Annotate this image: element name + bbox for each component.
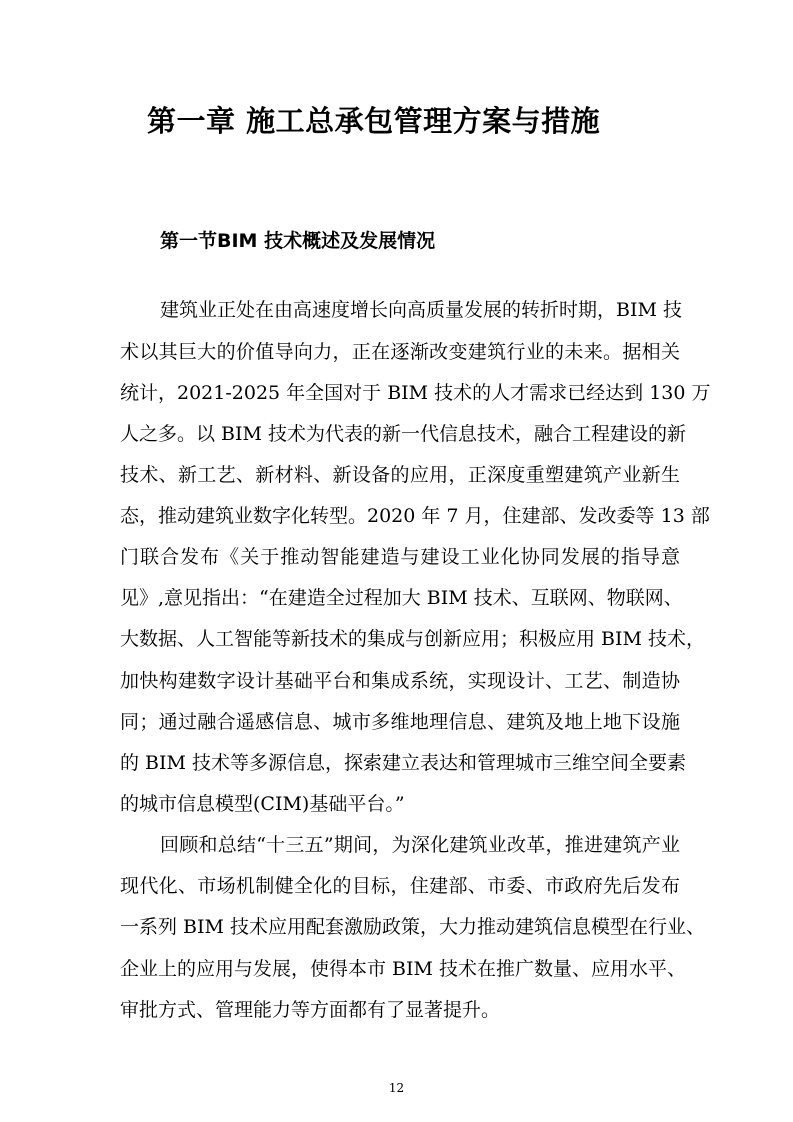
chapter-title: 第一章 施工总承包管理方案与措施 [147,104,601,138]
paragraph-1-line: 人之多。以 BIM 技术为代表的新一代信息技术，融合工程建设的新 [120,423,687,445]
paragraph-2-line: 现代化、市场机制健全化的目标，住建部、市委、市政府先后发布 [120,875,680,897]
paragraph-1-line: 大数据、人工智能等新技术的集成与创新应用；积极应用 BIM 技术， [120,628,706,650]
paragraph-2-line: 企业上的应用与发展，使得本市 BIM 技术在推广数量、应用水平、 [120,958,687,980]
section-title: 第一节BIM 技术概述及发展情况 [160,230,436,252]
paragraph-1-line: 的 BIM 技术等多源信息，探索建立表达和管理城市三维空间全要素 [120,752,687,774]
paragraph-1-line: 同；通过融合遥感信息、城市多维地理信息、建筑及地上地下设施 [120,711,680,733]
paragraph-1-line: 加快构建数字设计基础平台和集成系统，实现设计、工艺、制造协 [120,670,680,692]
paragraph-2-line: 一系列 BIM 技术应用配套激励政策，大力推动建筑信息模型在行业、 [120,916,706,938]
paragraph-1-line: 态，推动建筑业数字化转型。2020 年 7 月，住建部、发改委等 13 部 [120,505,710,527]
paragraph-2-line: 回顾和总结“十三五”期间，为深化建筑业改革，推进建筑产业 [160,834,680,856]
paragraph-1-line: 建筑业正处在由高速度增长向高质量发展的转折时期，BIM 技 [160,299,682,321]
page-number: 12 [388,1081,405,1095]
paragraph-1-line: 统计，2021-2025 年全国对于 BIM 技术的人才需求已经达到 130 万 [120,382,711,404]
paragraph-1-line: 的城市信息模型(CIM)基础平台。” [120,793,405,815]
paragraph-2-line: 审批方式、管理能力等方面都有了显著提升。 [120,999,501,1021]
paragraph-1-line: 门联合发布《关于推动智能建造与建设工业化协同发展的指导意 [120,546,680,568]
paragraph-1-line: 见》,意见指出：“在建造全过程加大 BIM 技术、互联网、物联网、 [120,587,683,609]
paragraph-1-line: 术以其巨大的价值导向力，正在逐渐改变建筑行业的未来。据相关 [120,341,680,363]
paragraph-1-line: 技术、新工艺、新材料、新设备的应用，正深度重塑建筑产业新生 [120,464,680,486]
